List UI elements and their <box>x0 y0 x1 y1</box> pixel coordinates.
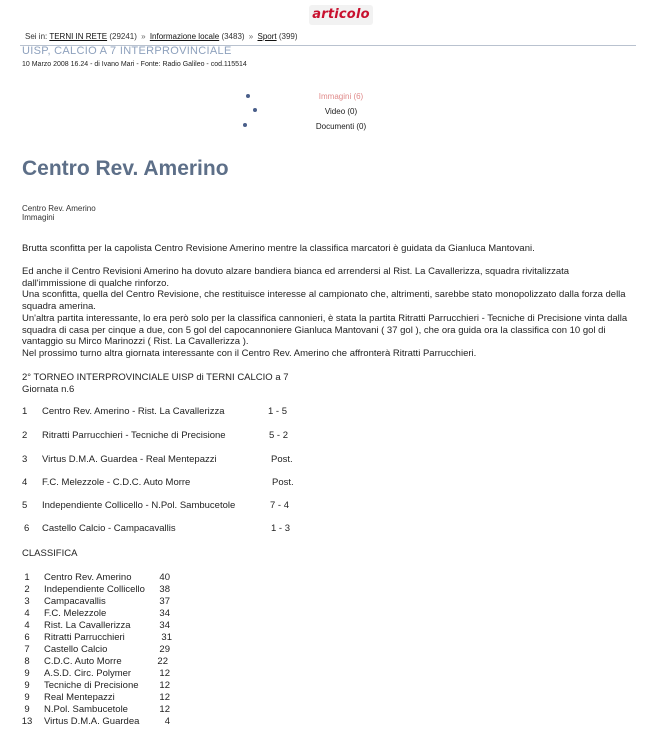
standing-position: 9 <box>24 668 30 679</box>
bullet-dot-icon <box>246 94 250 98</box>
match-result: 1 - 5 <box>268 406 288 417</box>
match-teams: Ritratti Parrucchieri - Tecniche di Precisione <box>42 430 226 441</box>
standing-position: 3 <box>24 596 30 607</box>
subheading: Centro Rev. Amerino <box>22 204 96 213</box>
lead-paragraph: Brutta sconfitta per la capolista Centro Revisione Amerino mentre la classifica marcatori è guidata da Gianluca Mantovani. <box>22 243 535 254</box>
standing-points: 12 <box>159 692 170 703</box>
standing-points: 34 <box>159 608 170 619</box>
standing-team: Castello Calcio <box>44 644 108 655</box>
match-teams: Independiente Collicello - N.Pol. Sambucetole <box>42 500 236 511</box>
standing-position: 9 <box>24 680 30 691</box>
breadcrumb-separator: » <box>141 32 146 41</box>
bullet-dot-icon <box>253 108 257 112</box>
standing-team: Real Mentepazzi <box>44 692 115 703</box>
body-paragraph: Ed anche il Centro Revisioni Amerino ha dovuto alzare bandiera bianca ed arrendersi al Rist. La Cavallerizza, squadra rivitalizzata dall'immissione di qualche rinforzo. <box>22 266 570 289</box>
article-title: UISP, CALCIO A 7 INTERPROVINCIALE <box>22 45 232 57</box>
standing-points: 38 <box>159 584 170 595</box>
tournament-title: 2° TORNEO INTERPROVINCIALE UISP di TERNI CALCIO a 7 <box>22 372 289 383</box>
article-meta: 10 Marzo 2008 16.24 - di Ivano Mari - Fonte: Radio Galileo - cod.115514 <box>22 61 247 68</box>
standing-position: 9 <box>24 692 30 703</box>
match-teams: Virtus D.M.A. Guardea - Real Mentepazzi <box>42 454 217 465</box>
images-label[interactable]: Immagini <box>22 213 55 222</box>
match-number: 5 <box>22 500 28 511</box>
standing-points: 4 <box>164 716 170 727</box>
standing-team: N.Pol. Sambucetole <box>44 704 128 715</box>
breadcrumb-count: (3483) <box>221 32 245 41</box>
match-teams: F.C. Melezzole - C.D.C. Auto Morre <box>42 477 191 488</box>
breadcrumb-link-sport[interactable]: Sport <box>257 32 277 41</box>
standing-team: Independiente Collicello <box>44 584 145 595</box>
standing-team: Virtus D.M.A. Guardea <box>44 716 140 727</box>
breadcrumb-count: (29241) <box>109 32 137 41</box>
standing-position: 8 <box>24 656 30 667</box>
standing-position: 6 <box>24 632 30 643</box>
match-number: 2 <box>22 430 28 441</box>
breadcrumb-separator: » <box>248 32 254 41</box>
body-paragraph: Un'altra partita interessante, lo era però solo per la classifica cannonieri, è stata la partita Ritratti Parrucchieri - Tecniche di Precisione vinta dalla squadra di casa per cinque a due, con 5 gol del capocannoniere Gianluca Mantovani ( 37 gol ), che ora guida ora la classifica con 10 gol di vantaggio su Mirco Marinozzi ( Rist. La Cavallerizza ). <box>22 313 628 347</box>
match-number: 1 <box>22 406 28 417</box>
breadcrumb-count: (399) <box>278 32 298 41</box>
standings-title: CLASSIFICA <box>22 548 78 559</box>
standing-points: 40 <box>159 572 170 583</box>
standing-points: 34 <box>159 620 170 631</box>
match-number: 6 <box>24 523 30 534</box>
standing-team: F.C. Melezzole <box>44 608 107 619</box>
standing-team: A.S.D. Circ. Polymer <box>44 668 132 679</box>
standing-team: Tecniche di Precisione <box>44 680 139 691</box>
standing-position: 7 <box>24 644 30 655</box>
page-headline: Centro Rev. Amerino <box>22 157 229 180</box>
standing-points: 22 <box>157 656 168 667</box>
body-paragraph: Nel prossimo turno altra giornata interessante con il Centro Rev. Amerino che affronterà Ritratti Parrucchieri. <box>22 348 477 359</box>
match-number: 3 <box>22 454 28 465</box>
standing-points: 12 <box>159 668 170 679</box>
standing-team: Rist. La Cavallerizza <box>44 620 131 631</box>
standing-team: Centro Rev. Amerino <box>44 572 132 583</box>
standing-points: 29 <box>159 644 170 655</box>
bullet-dot-icon <box>243 123 247 127</box>
standing-position: 13 <box>21 716 33 727</box>
match-teams: Castello Calcio - Campacavallis <box>42 523 176 534</box>
round-label: Giornata n.6 <box>22 384 75 395</box>
standing-position: 2 <box>24 584 30 595</box>
standing-position: 4 <box>24 620 30 631</box>
standing-position: 1 <box>24 572 30 583</box>
media-link-video[interactable]: Video (0) <box>324 107 358 116</box>
breadcrumb-link-terni-in-rete[interactable]: TERNI IN RETE <box>49 32 108 41</box>
media-link-documenti[interactable]: Documenti (0) <box>315 122 367 131</box>
standing-points: 31 <box>161 632 172 643</box>
articolo-logo: articolo <box>309 5 373 25</box>
standing-team: Ritratti Parrucchieri <box>44 632 125 643</box>
standing-points: 37 <box>159 596 170 607</box>
breadcrumb <box>25 32 298 41</box>
match-result: 1 - 3 <box>271 523 291 534</box>
standing-team: Campacavallis <box>44 596 106 607</box>
body-paragraph: Una sconfitta, quella del Centro Revisione, che restituisce interesse al campionato che, altrimenti, sarebbe stato monopolizzato dalla forza della squadra amerina. <box>22 289 626 312</box>
breadcrumb-link-informazione-locale[interactable]: Informazione locale <box>149 32 220 41</box>
standing-position: 9 <box>24 704 30 715</box>
match-result: 7 - 4 <box>270 500 290 511</box>
media-link-immagini[interactable]: Immagini (6) <box>318 92 364 101</box>
breadcrumb-prefix: Sei in: <box>25 32 48 41</box>
standing-points: 12 <box>159 704 170 715</box>
standing-position: 4 <box>24 608 30 619</box>
match-teams: Centro Rev. Amerino - Rist. La Cavallerizza <box>42 406 225 417</box>
match-result: 5 - 2 <box>269 430 289 441</box>
match-result: Post. <box>271 454 293 465</box>
match-number: 4 <box>22 477 28 488</box>
match-result: Post. <box>272 477 294 488</box>
standing-team: C.D.C. Auto Morre <box>44 656 122 667</box>
standing-points: 12 <box>159 680 170 691</box>
